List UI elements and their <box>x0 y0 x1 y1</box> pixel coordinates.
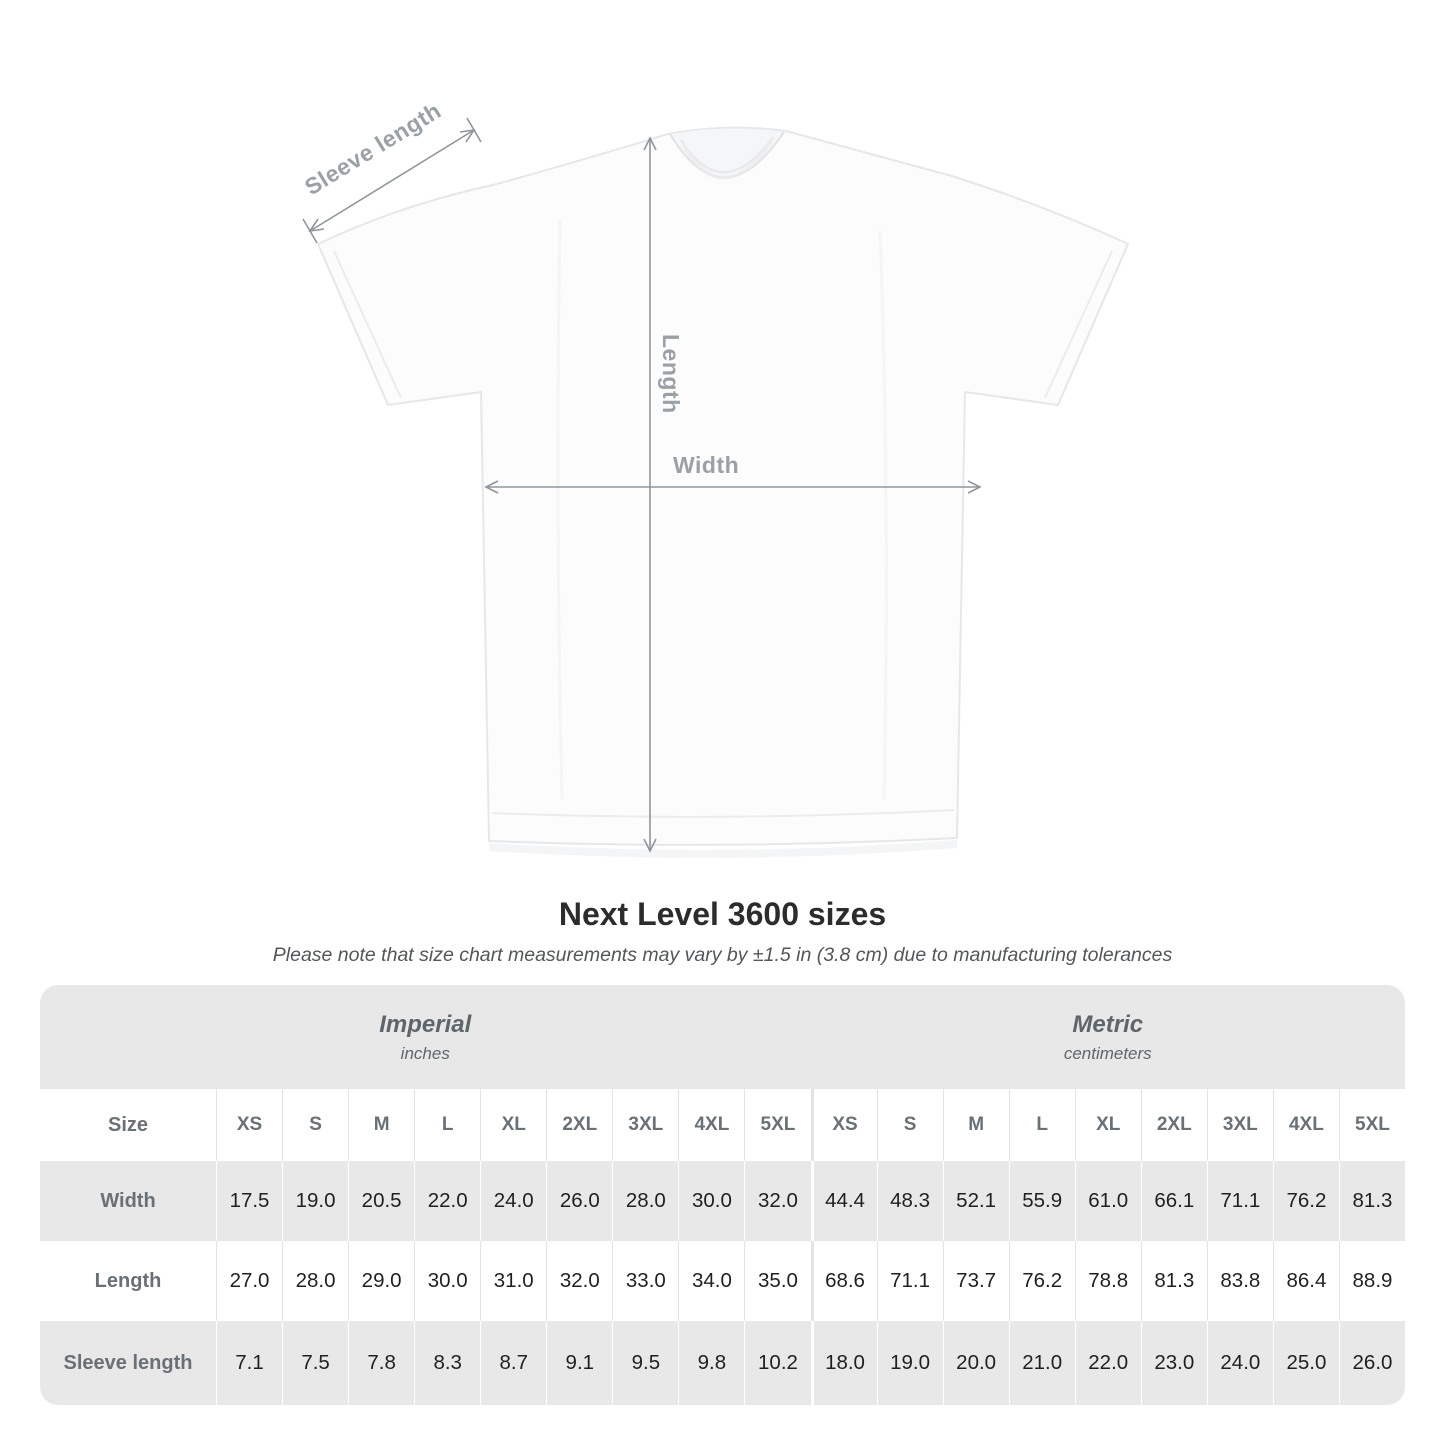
length-label: Length <box>658 334 684 414</box>
unit-group-label: Metric <box>1072 1010 1144 1038</box>
value-cell: 8.3 <box>414 1321 480 1405</box>
value-cell: 76.2 <box>1273 1161 1339 1241</box>
size-col-header-l: L <box>414 1089 480 1161</box>
value-cell: 71.1 <box>1207 1161 1273 1241</box>
value-cell: 73.7 <box>943 1241 1009 1321</box>
value-cell: 21.0 <box>1009 1321 1075 1405</box>
size-col-header-3xl-metric: 3XL <box>1207 1089 1273 1161</box>
value-cell: 18.0 <box>811 1321 877 1405</box>
row-label-length: Length <box>40 1241 216 1321</box>
size-col-header-2xl: 2XL <box>546 1089 612 1161</box>
value-cell: 9.1 <box>546 1321 612 1405</box>
size-col-header-m-metric: M <box>943 1089 1009 1161</box>
page-title: Next Level 3600 sizes <box>558 896 887 932</box>
value-cell: 25.0 <box>1273 1321 1339 1405</box>
value-cell: 7.5 <box>282 1321 348 1405</box>
value-cell: 86.4 <box>1273 1241 1339 1321</box>
value-cell: 55.9 <box>1009 1161 1075 1241</box>
size-col-header-4xl: 4XL <box>678 1089 744 1161</box>
size-col-header-xs: XS <box>216 1089 282 1161</box>
value-cell: 28.0 <box>612 1161 678 1241</box>
value-cell: 20.5 <box>348 1161 414 1241</box>
size-col-header-5xl-metric: 5XL <box>1339 1089 1405 1161</box>
value-cell: 30.0 <box>678 1161 744 1241</box>
value-cell: 31.0 <box>480 1241 546 1321</box>
row-label-width: Width <box>40 1161 216 1241</box>
size-row-header: Size <box>40 1089 216 1161</box>
value-cell: 48.3 <box>877 1161 943 1241</box>
value-cell: 26.0 <box>546 1161 612 1241</box>
value-cell: 26.0 <box>1339 1321 1405 1405</box>
sleeve-arrowhead-upper <box>460 130 474 142</box>
value-cell: 81.3 <box>1339 1161 1405 1241</box>
value-cell: 83.8 <box>1207 1241 1273 1321</box>
value-cell: 61.0 <box>1075 1161 1141 1241</box>
value-cell: 35.0 <box>744 1241 810 1321</box>
value-cell: 19.0 <box>877 1321 943 1405</box>
value-cell: 20.0 <box>943 1321 1009 1405</box>
unit-group-label: Imperial <box>379 1010 472 1038</box>
unit-group-sublabel: centimeters <box>1063 1043 1152 1063</box>
value-cell: 33.0 <box>612 1241 678 1321</box>
value-cell: 68.6 <box>811 1241 877 1321</box>
sleeve-length-label: Sleeve length <box>300 97 446 201</box>
value-cell: 8.7 <box>480 1321 546 1405</box>
row-label-sleeve-length: Sleeve length <box>40 1321 216 1405</box>
size-col-header-l-metric: L <box>1009 1089 1075 1161</box>
value-cell: 9.5 <box>612 1321 678 1405</box>
value-cell: 7.8 <box>348 1321 414 1405</box>
value-cell: 28.0 <box>282 1241 348 1321</box>
value-cell: 32.0 <box>546 1241 612 1321</box>
size-col-header-4xl-metric: 4XL <box>1273 1089 1339 1161</box>
size-col-header-xl: XL <box>480 1089 546 1161</box>
width-label: Width <box>673 452 740 478</box>
value-cell: 34.0 <box>678 1241 744 1321</box>
value-cell: 52.1 <box>943 1161 1009 1241</box>
value-cell: 81.3 <box>1141 1241 1207 1321</box>
value-cell: 7.1 <box>216 1321 282 1405</box>
unit-group-header-metric <box>811 985 1406 1089</box>
size-col-header-5xl: 5XL <box>744 1089 810 1161</box>
value-cell: 29.0 <box>348 1241 414 1321</box>
value-cell: 9.8 <box>678 1321 744 1405</box>
value-cell: 88.9 <box>1339 1241 1405 1321</box>
value-cell: 24.0 <box>1207 1321 1273 1405</box>
value-cell: 30.0 <box>414 1241 480 1321</box>
value-cell: 71.1 <box>877 1241 943 1321</box>
size-col-header-s-metric: S <box>877 1089 943 1161</box>
value-cell: 19.0 <box>282 1161 348 1241</box>
unit-group-header-imperial <box>40 985 811 1089</box>
size-table <box>40 985 1405 1405</box>
size-col-header-3xl: 3XL <box>612 1089 678 1161</box>
value-cell: 76.2 <box>1009 1241 1075 1321</box>
value-cell: 23.0 <box>1141 1321 1207 1405</box>
value-cell: 22.0 <box>1075 1321 1141 1405</box>
value-cell: 66.1 <box>1141 1161 1207 1241</box>
value-cell: 10.2 <box>744 1321 810 1405</box>
size-col-header-2xl-metric: 2XL <box>1141 1089 1207 1161</box>
value-cell: 24.0 <box>480 1161 546 1241</box>
value-cell: 78.8 <box>1075 1241 1141 1321</box>
size-col-header-xl-metric: XL <box>1075 1089 1141 1161</box>
value-cell: 27.0 <box>216 1241 282 1321</box>
value-cell: 22.0 <box>414 1161 480 1241</box>
unit-group-sublabel: inches <box>400 1043 450 1063</box>
value-cell: 44.4 <box>811 1161 877 1241</box>
tolerance-note: Please note that size chart measurements may vary by ±1.5 in (3.8 cm) due to manufacturing tolerances <box>272 944 1173 966</box>
value-cell: 32.0 <box>744 1161 810 1241</box>
size-col-header-m: M <box>348 1089 414 1161</box>
size-col-header-s: S <box>282 1089 348 1161</box>
size-col-header-xs-metric: XS <box>811 1089 877 1161</box>
value-cell: 17.5 <box>216 1161 282 1241</box>
sleeve-arrowhead-lower <box>310 219 324 231</box>
